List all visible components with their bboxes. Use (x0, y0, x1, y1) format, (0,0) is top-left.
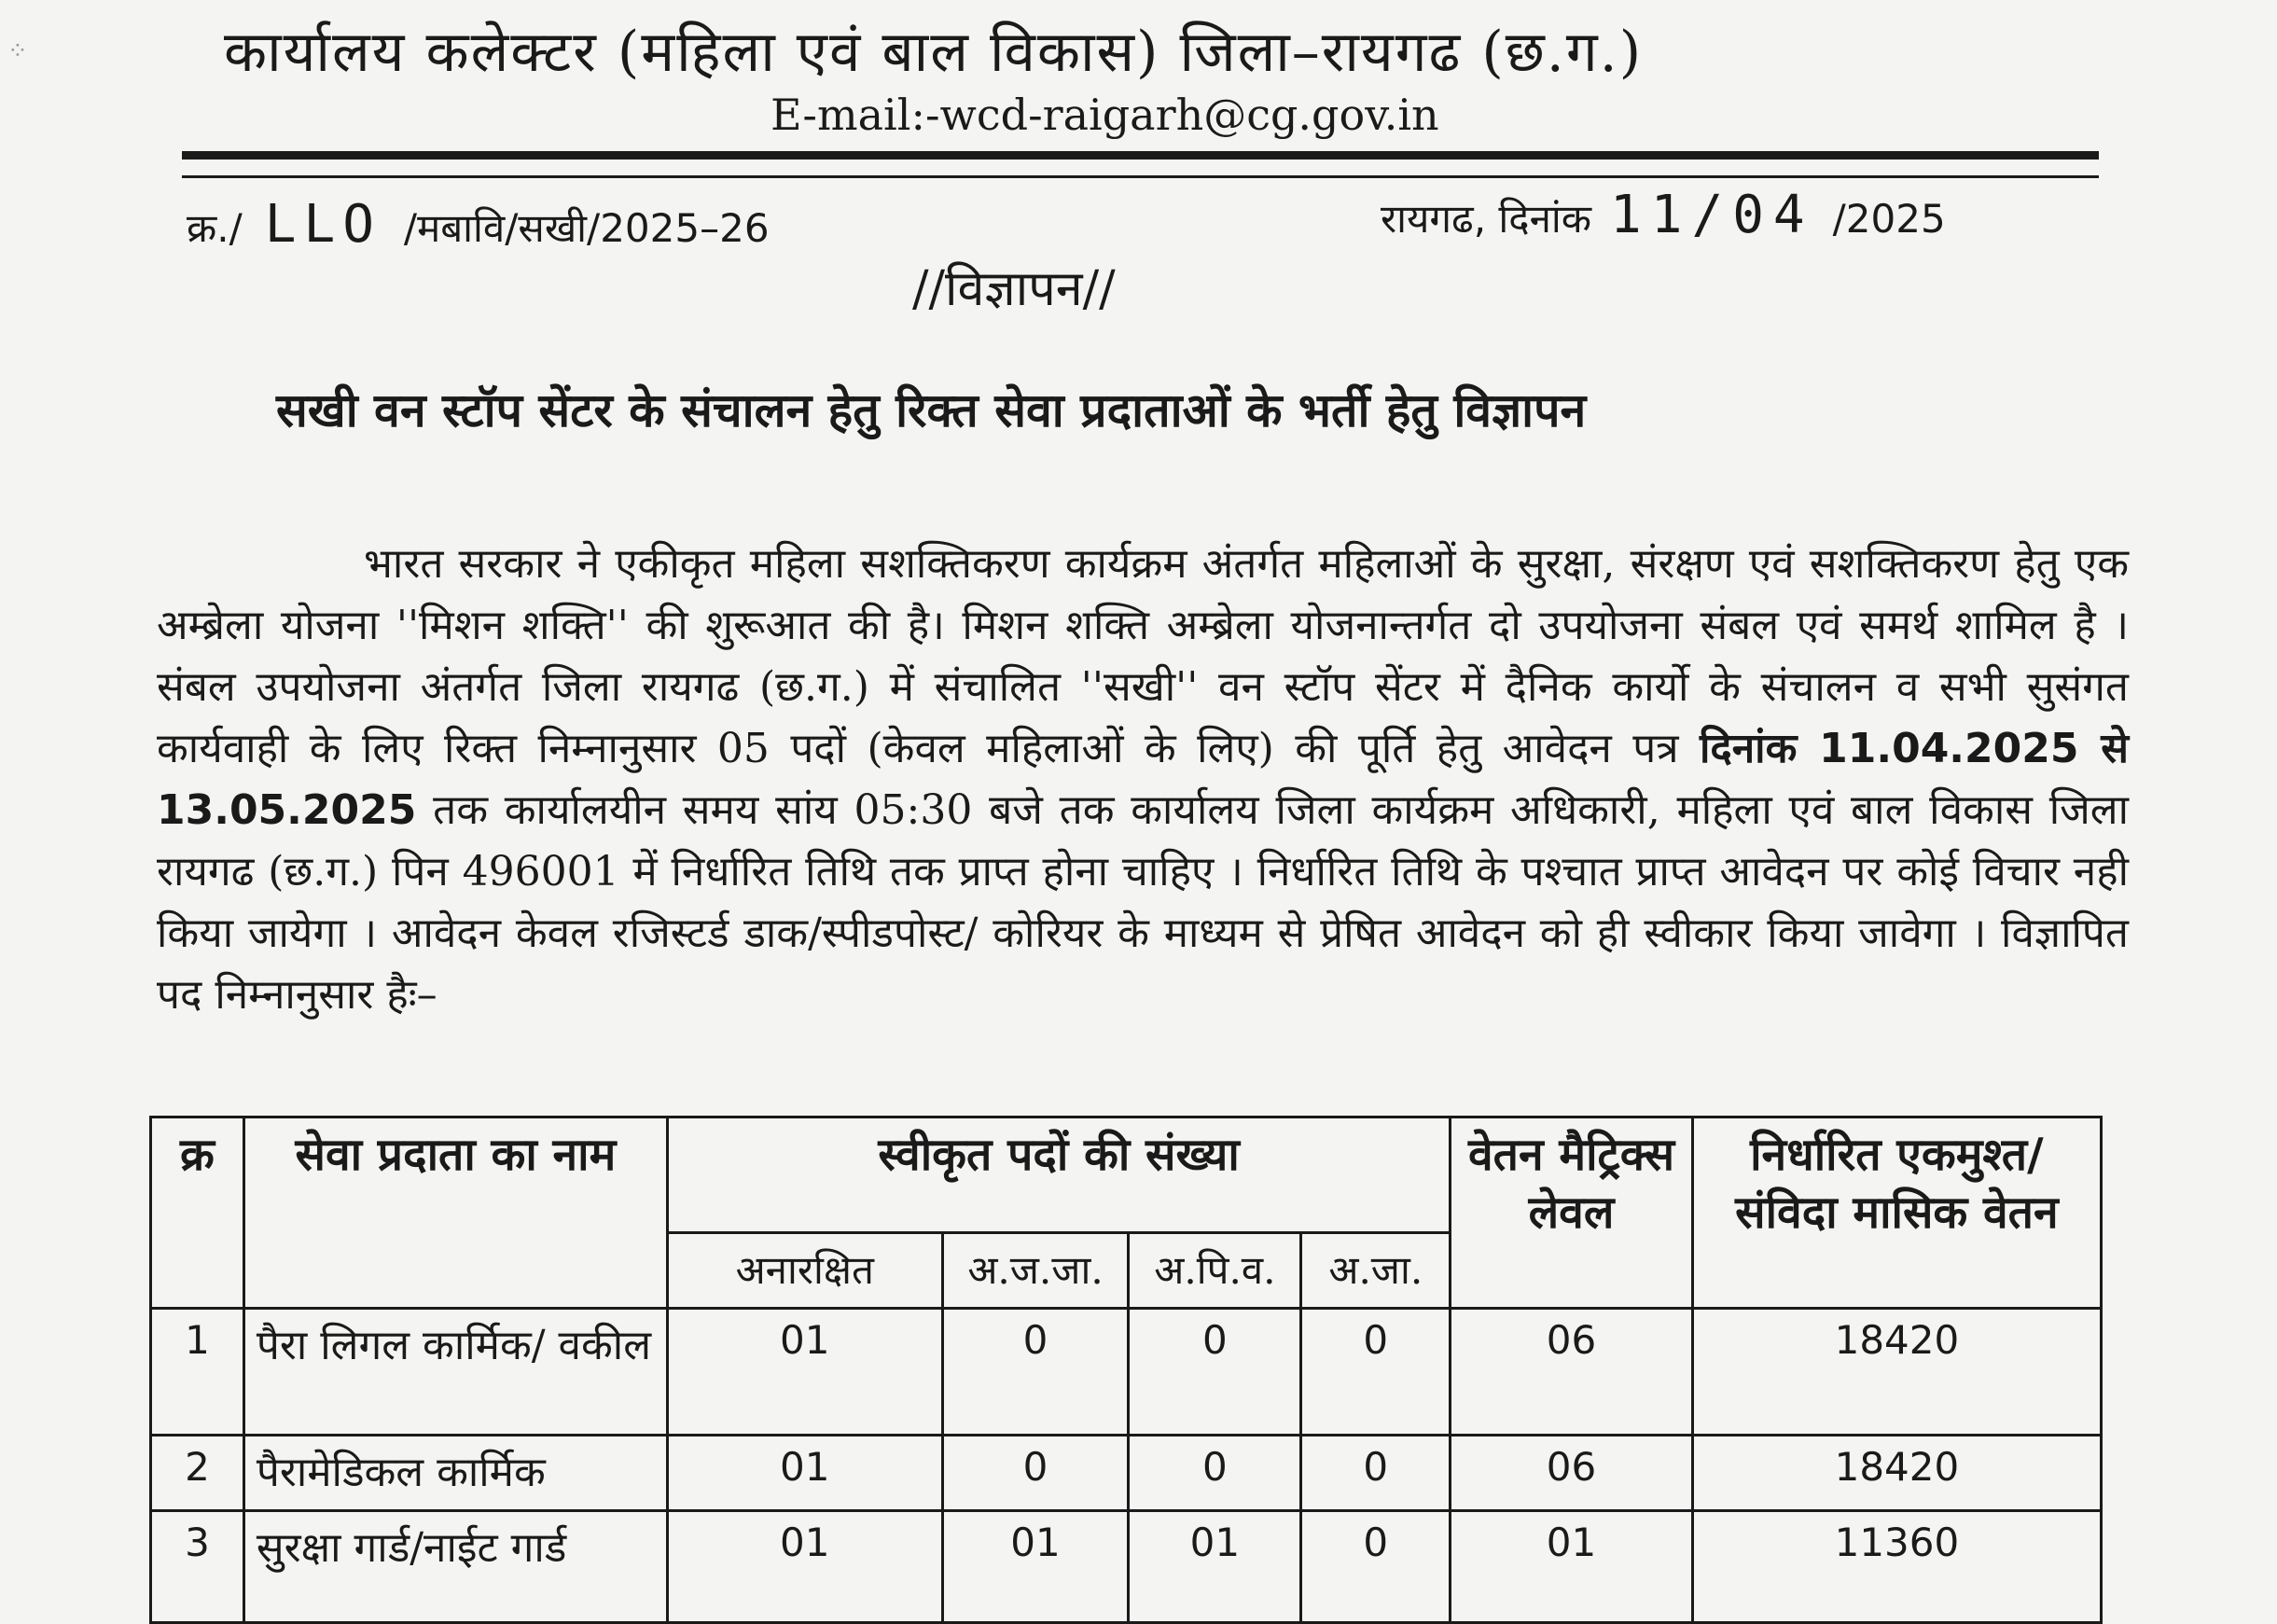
body-text-part2: तक कार्यालयीन समय सांय 05:30 बजे तक कार्यालय जिला कार्यक्रम अधिकारी, महिला एवं बाल विकास जिला रायगढ (छ.ग.) पिन 496001 में निर्धारित तिथि तक प्राप्त होना चाहिए । निर्धारित तिथि के पश्चात प्राप्त आवेदन पर कोई विचार नही किया जायेगा । आवेदन केवल रजिस्टर्ड डाक/स्पीडपोस्ट/ कोरियर के माध्यम से प्रेषित आवेदन को ही स्वीकार किया जावेगा । विज्ञापित पद निम्नानुसार हैः– (157, 786, 2129, 1019)
row-pay-level: 01 (1451, 1511, 1693, 1623)
table-row (151, 1436, 2102, 1511)
date-handwritten: 11/04 (1610, 185, 1814, 245)
row-obc: 0 (1129, 1309, 1301, 1436)
table-row (151, 1511, 2102, 1623)
header-rule-thin (182, 175, 2099, 178)
row-pay-level: 06 (1451, 1436, 1693, 1511)
row-unreserved: 01 (667, 1436, 942, 1511)
date-prefix: रायगढ, दिनांक (1381, 196, 1592, 242)
row-obc: 01 (1129, 1511, 1301, 1623)
header-name: सेवा प्रदाता का नाम (243, 1117, 667, 1309)
reference-handwritten-number: LLO (264, 194, 382, 255)
header-sc: अ.जा. (1301, 1233, 1451, 1309)
row-st: 0 (942, 1309, 1129, 1436)
header-unreserved: अनारक्षित (667, 1233, 942, 1309)
row-st: 01 (942, 1511, 1129, 1623)
office-email: E-mail:-wcd-raigarh@cg.gov.in (771, 90, 1439, 140)
row-serial: 1 (151, 1309, 244, 1436)
reference-suffix: /मबावि/सखी/2025–26 (403, 205, 770, 251)
notice-label: //विज्ञापन// (912, 261, 1116, 317)
notice-subject: सखी वन स्टॉप सेंटर के संचालन हेतु रिक्त सेवा प्रदाताओं के भर्ती हेतु विज्ञापन (276, 382, 1587, 437)
reference-date (1381, 185, 1946, 245)
row-obc: 0 (1129, 1436, 1301, 1511)
row-salary: 18420 (1692, 1309, 2101, 1436)
header-pay-level: वेतन मैट्रिक्स लेवल (1451, 1117, 1693, 1309)
row-name: सुरक्षा गार्ड/नाईट गार्ड (243, 1511, 667, 1623)
row-salary: 11360 (1692, 1511, 2101, 1623)
row-name: पैरा लिगल कार्मिक/ वकील (243, 1309, 667, 1436)
table-row (151, 1309, 2102, 1436)
header-salary: निर्धारित एकमुश्त/संविदा मासिक वेतन (1692, 1117, 2101, 1309)
row-sc: 0 (1301, 1436, 1451, 1511)
posts-table (149, 1116, 2103, 1624)
header-rule-thick (182, 151, 2099, 160)
reference-number (187, 194, 770, 255)
reference-prefix: क्र./ (187, 205, 243, 251)
office-title: कार्यालय कलेक्टर (महिला एवं बाल विकास) जिला–रायगढ (छ.ग.) (224, 20, 1644, 85)
date-year: /2025 (1832, 196, 1946, 242)
row-serial: 2 (151, 1436, 244, 1511)
header-sanctioned-posts: स्वीकृत पदों की संख्या (667, 1117, 1450, 1233)
scan-mark: ⁘ (7, 37, 28, 65)
body-bold-dates: दिनांक 11.04.2025 से 13.05.2025 (157, 725, 2129, 834)
row-unreserved: 01 (667, 1309, 942, 1436)
row-sc: 0 (1301, 1511, 1451, 1623)
header-st: अ.ज.जा. (942, 1233, 1129, 1309)
row-salary: 18420 (1692, 1436, 2101, 1511)
body-text-part1: भारत सरकार ने एकीकृत महिला सशक्तिकरण कार्यक्रम अंतर्गत महिलाओं के सुरक्षा, संरक्षण एवं सशक्तिकरण हेतु एक अम्ब्रेला योजना ''मिशन शक्ति'' की शुरूआत की है। मिशन शक्ति अम्ब्रेला योजनान्तर्गत दो उपयोजना संबल एवं समर्थ शामिल है । संबल उपयोजना अंतर्गत जिला रायगढ (छ.ग.) में संचालित ''सखी'' वन स्टॉप सेंटर में दैनिक कार्यो के संचालन व सभी सुसंगत कार्यवाही के लिए रिक्त निम्नानुसार 05 पदों (केवल महिलाओं के लिए) की पूर्ति हेतु आवेदन पत्र (157, 540, 2129, 772)
notice-body (157, 534, 2129, 1026)
row-sc: 0 (1301, 1309, 1451, 1436)
header-serial: क्र (151, 1117, 244, 1309)
row-pay-level: 06 (1451, 1309, 1693, 1436)
row-serial: 3 (151, 1511, 244, 1623)
header-obc: अ.पि.व. (1129, 1233, 1301, 1309)
row-st: 0 (942, 1436, 1129, 1511)
row-unreserved: 01 (667, 1511, 942, 1623)
row-name: पैरामेडिकल कार्मिक (243, 1436, 667, 1511)
